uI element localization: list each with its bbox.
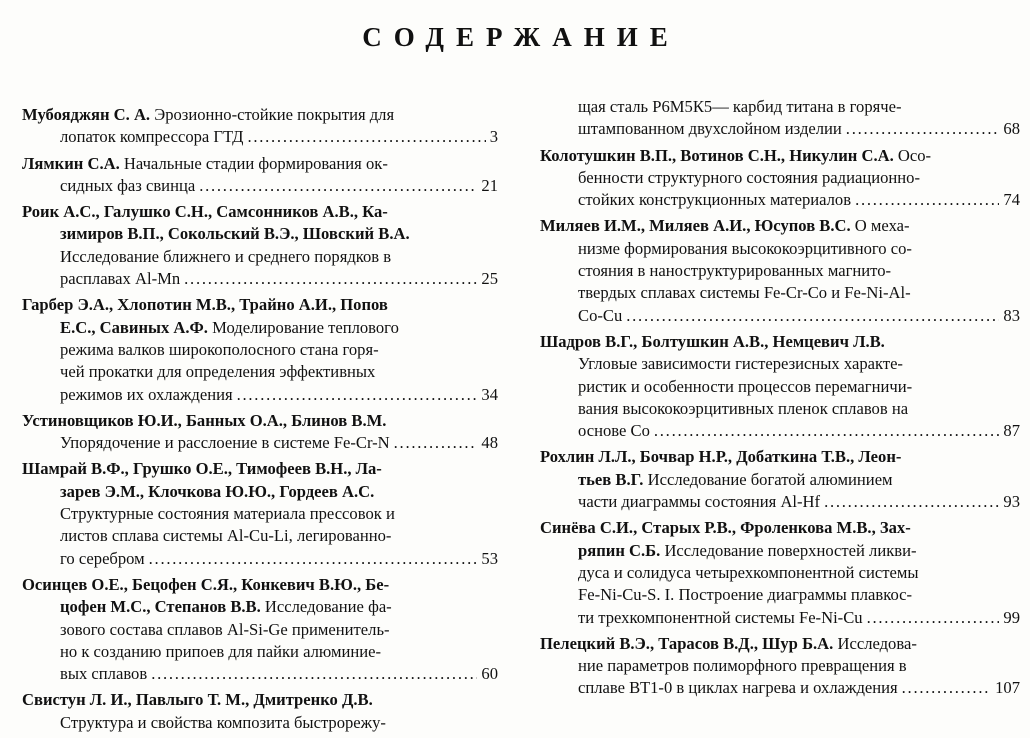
toc-entry xyxy=(540,96,1020,141)
toc-entry-line xyxy=(540,491,1020,513)
entry-title-text: части диаграммы состояния Al-Hf xyxy=(578,492,821,512)
dot-leader xyxy=(237,384,478,406)
toc-entry-line xyxy=(22,223,498,245)
dot-leader xyxy=(654,420,1000,442)
entry-title-text: Угловые зависимости гистерезисных характе- xyxy=(578,354,903,374)
toc-entry-line xyxy=(22,294,498,316)
entry-title-text: основе Co xyxy=(578,421,650,441)
entry-title-text: Co-Cu xyxy=(578,305,623,325)
entry-title-text: дуса и солидуса четырехкомпонентной системы xyxy=(578,562,919,582)
entry-authors: Свистун Л. И., Павлыго Т. М., Дмитренко Д.В. xyxy=(22,690,373,710)
entry-authors: Шадров В.Г., Болтушкин А.В., Немцевич Л.В. xyxy=(540,331,885,351)
entry-authors: Пелецкий В.Э., Тарасов В.Д., Шур Б.А. xyxy=(540,633,834,653)
entry-title-text: сплаве ВТ1-0 в циклах нагрева и охлаждения xyxy=(578,678,898,698)
toc-entry-line xyxy=(540,145,1020,167)
toc-entry-line xyxy=(540,282,1020,304)
toc-entry-line xyxy=(540,331,1020,353)
entry-title-text: Структурные состояния материала прессовок и xyxy=(60,504,395,524)
right-column xyxy=(540,96,1020,704)
page-number: 48 xyxy=(481,433,498,453)
toc-entry-line xyxy=(540,677,1020,699)
dot-leader xyxy=(151,663,477,685)
toc-entry-line xyxy=(540,562,1020,584)
toc-entry xyxy=(540,633,1020,700)
entry-title-text: Эрозионно-стойкие покрытия для xyxy=(150,105,395,124)
toc-entry-line xyxy=(22,361,498,383)
entry-title-text: ти трехкомпонентной системы Fe-Ni-Cu xyxy=(578,607,863,627)
toc-entry-line xyxy=(540,167,1020,189)
toc-entry-line xyxy=(22,481,498,503)
entry-title-text: лопаток компрессора ГТД xyxy=(60,127,244,147)
entry-title-text: сидных фаз свинца xyxy=(60,175,196,195)
toc-entry-line xyxy=(540,96,1020,118)
entry-title-text: но к созданию припоев для пайки алюминие- xyxy=(60,641,382,661)
entry-authors: тьев В.Г. xyxy=(578,469,644,489)
dot-leader xyxy=(867,607,1000,629)
toc-entry-line xyxy=(22,153,498,175)
entry-title-text: го серебром xyxy=(60,548,145,568)
entry-title-text: щая сталь Р6М5К5— карбид титана в горяче- xyxy=(578,97,902,116)
entry-authors: Гарбер Э.А., Хлопотин М.В., Трайно А.И., Попов xyxy=(22,295,388,315)
entry-title-text: Осо- xyxy=(893,145,932,165)
toc-entry-line xyxy=(540,420,1020,442)
entry-authors: ряпин С.Б. xyxy=(578,540,661,560)
toc-entry-line xyxy=(22,596,498,618)
toc-entry-line xyxy=(22,458,498,480)
toc-entry xyxy=(540,517,1020,628)
entry-authors: Колотушкин В.П., Вотинов С.Н., Никулин С.А. xyxy=(540,145,894,165)
entry-title-text: низме формирования высококоэрцитивного со- xyxy=(578,238,912,258)
page-number: 93 xyxy=(1003,492,1020,512)
toc-entry xyxy=(22,201,498,290)
entry-title-text: вых сплавов xyxy=(60,664,148,684)
dot-leader xyxy=(824,491,999,513)
left-column xyxy=(22,104,498,738)
toc-entry-line xyxy=(540,540,1020,562)
entry-title-text: Исследова- xyxy=(833,633,917,653)
toc-entry xyxy=(22,689,498,734)
toc-entry xyxy=(22,294,498,405)
toc-entry-line xyxy=(22,712,498,734)
dot-leader xyxy=(199,175,477,197)
entry-authors: Шамрай В.Ф., Грушко О.Е., Тимофеев В.Н., Ла- xyxy=(22,459,382,479)
toc-entry-line xyxy=(22,201,498,223)
entry-title-text: режимов их охлаждения xyxy=(60,384,233,404)
entry-authors: Рохлин Л.Л., Бочвар Н.Р., Добаткина Т.В., Леон- xyxy=(540,447,902,467)
entry-authors: Лямкин С.А. xyxy=(22,153,120,173)
dot-leader xyxy=(149,548,478,570)
toc-entry-line xyxy=(22,525,498,547)
toc-entry-line xyxy=(22,503,498,525)
toc-entry-line xyxy=(540,118,1020,140)
entry-title-text: штампованном двухслойном изделии xyxy=(578,119,842,139)
toc-entry-line xyxy=(540,238,1020,260)
toc-entry xyxy=(540,215,1020,326)
entry-authors: зарев Э.М., Клочкова Ю.Ю., Гордеев А.С. xyxy=(60,481,375,501)
page-number: 99 xyxy=(1003,607,1020,627)
toc-entry xyxy=(22,153,498,198)
page-number: 87 xyxy=(1003,421,1020,441)
entry-title-text: ние параметров полиморфного превращения в xyxy=(578,656,907,676)
toc-entry xyxy=(540,145,1020,212)
entry-authors: цофен М.С., Степанов В.В. xyxy=(60,597,261,617)
toc-entry-line xyxy=(540,584,1020,606)
toc-entry-line xyxy=(540,446,1020,468)
toc-entry-line xyxy=(22,619,498,641)
toc-entry-line xyxy=(22,410,498,432)
entry-title-text: стояния в наноструктурированных магнито- xyxy=(578,261,892,281)
toc-entry xyxy=(22,458,498,569)
toc-entry-line xyxy=(540,398,1020,420)
toc-entry-line xyxy=(22,126,498,148)
entry-title-text: листов сплава системы Al-Cu-Li, легированно- xyxy=(60,526,392,546)
entry-authors: Синёва С.И., Старых Р.В., Фроленкова М.В., Зах- xyxy=(540,518,911,538)
dot-leader xyxy=(247,126,485,148)
toc-entry-line xyxy=(540,305,1020,327)
toc-entry-line xyxy=(22,574,498,596)
entry-title-text: Моделирование теплового xyxy=(207,317,399,337)
entry-authors: Устиновщиков Ю.И., Банных О.А., Блинов В.М. xyxy=(22,410,387,430)
page-number: 3 xyxy=(489,127,498,147)
toc-entry-line xyxy=(540,189,1020,211)
dot-leader xyxy=(626,305,999,327)
entry-title-text: расплавах Al-Mn xyxy=(60,269,181,289)
entry-title-text: стойких конструкционных материалов xyxy=(578,190,852,210)
toc-entry-line xyxy=(22,689,498,711)
page-number: 53 xyxy=(481,548,498,568)
entry-title-text: чей прокатки для определения эффективных xyxy=(60,362,376,382)
toc-entry-line xyxy=(22,432,498,454)
entry-title-text: зового состава сплавов Al-Si-Ge применитель- xyxy=(60,619,390,639)
entry-title-text: Исследование богатой алюминием xyxy=(643,469,893,489)
toc-entry xyxy=(540,331,1020,442)
entry-title-text: твердых сплавах системы Fe-Cr-Co и Fe-Ni-Al- xyxy=(578,283,911,303)
toc-entry-line xyxy=(540,655,1020,677)
entry-title-text: Структура и свойства композита быстрорежу- xyxy=(60,712,386,732)
entry-authors: Роик А.С., Галушко С.Н., Самсонников А.В., Ка- xyxy=(22,202,388,222)
toc-entry-line xyxy=(22,663,498,685)
entry-title-text: Исследование ближнего и среднего порядков в xyxy=(60,246,392,266)
page-title: СОДЕРЖАНИЕ xyxy=(362,22,680,52)
toc-entry-line xyxy=(22,548,498,570)
entry-title-text: вания высококоэрцитивных пленок сплавов на xyxy=(578,398,909,418)
toc-entry-line xyxy=(540,469,1020,491)
toc-entry-line xyxy=(540,376,1020,398)
entry-title-text: О меха- xyxy=(850,216,910,236)
entry-title-text: Начальные стадии формирования ок- xyxy=(119,153,388,173)
entry-title-text: Fe-Ni-Cu-S. I. Построение диаграммы плавкос- xyxy=(578,585,913,605)
entry-title-text: Исследование фа- xyxy=(260,597,392,617)
page-number: 68 xyxy=(1003,119,1020,139)
toc-entry xyxy=(22,410,498,455)
page-number: 25 xyxy=(481,269,498,289)
entry-authors: Мубояджян С. А. xyxy=(22,105,151,124)
toc-entry xyxy=(540,446,1020,513)
toc-entry xyxy=(22,104,498,149)
toc-entry-line xyxy=(540,607,1020,629)
toc-entry-line xyxy=(22,104,498,126)
entry-title-text: ристик и особенности процессов перемагничи- xyxy=(578,376,913,396)
toc-entry-line xyxy=(540,215,1020,237)
toc-entry-line xyxy=(22,339,498,361)
page-number: 34 xyxy=(481,384,498,404)
toc-entry-line xyxy=(22,641,498,663)
toc-entry-line xyxy=(22,317,498,339)
toc-entry-line xyxy=(540,517,1020,539)
page-number: 60 xyxy=(481,664,498,684)
entry-title-text: бенности структурного состояния радиационно- xyxy=(578,167,921,187)
dot-leader xyxy=(394,432,478,454)
dot-leader xyxy=(846,118,1000,140)
entry-authors: Е.С., Савиных А.Ф. xyxy=(60,317,208,337)
page-number: 107 xyxy=(995,678,1020,698)
toc-entry-line xyxy=(22,268,498,290)
dot-leader xyxy=(184,268,477,290)
page-number: 74 xyxy=(1003,190,1020,210)
toc-entry xyxy=(22,574,498,685)
entry-authors: зимиров В.П., Сокольский В.Э., Шовский В.А. xyxy=(60,224,410,244)
toc-entry-line xyxy=(22,384,498,406)
toc-entry-line xyxy=(540,260,1020,282)
toc-entry-line xyxy=(540,633,1020,655)
toc-entry-line xyxy=(22,175,498,197)
page-number: 21 xyxy=(481,175,498,195)
entry-title-text: Упорядочение и расслоение в системе Fe-Cr-N xyxy=(60,433,390,453)
entry-authors: Осинцев О.Е., Бецофен С.Я., Конкевич В.Ю., Бе- xyxy=(22,574,390,594)
entry-authors: Миляев И.М., Миляев А.И., Юсупов В.С. xyxy=(540,216,851,236)
toc-entry-line xyxy=(22,246,498,268)
dot-leader xyxy=(855,189,999,211)
toc-entry-line xyxy=(540,353,1020,375)
entry-title-text: Исследование поверхностей ликви- xyxy=(660,540,917,560)
dot-leader xyxy=(902,677,991,699)
page-number: 83 xyxy=(1003,305,1020,325)
entry-title-text: режима валков широкополосного стана горя- xyxy=(60,339,379,359)
